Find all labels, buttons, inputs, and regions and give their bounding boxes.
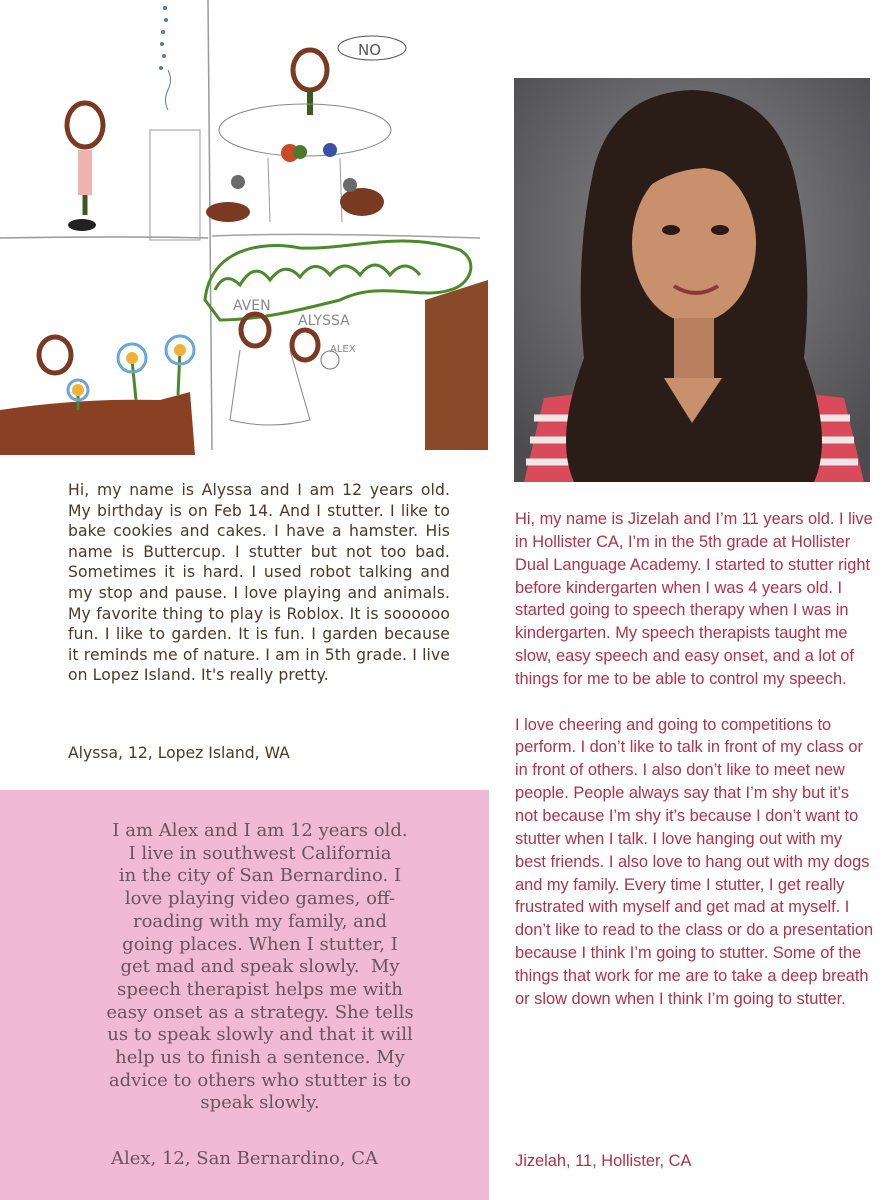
alex-line: advice to others who stutter is to — [108, 1069, 412, 1091]
jizelah-paragraph-2: I love cheering and going to competitions to perform. I don’t like to talk in front of my class or in front of others. I also don’t like to meet new people. People always say that I’m shy but it’s not because I’m shy it’s because I don’t want to stutter when I talk. I love hanging out with my best friends. I also love to hang out with my dogs and my family. Every time I stutter, I get really frustrated with myself and get mad at myself. I don’t like to read to the class or do a presentation because I think I’m going to stutter. Some of the things that work for me are to take a deep breath or slow down when I think I’m going to stutter. — [515, 715, 874, 1008]
alex-signature: Alex, 12, San Bernardino, CA — [110, 1148, 379, 1169]
alex-line: speech therapist helps me with — [117, 978, 403, 1000]
alex-line: going places. When I stutter, I — [122, 933, 398, 955]
alex-line: love playing video games, off- — [124, 888, 396, 910]
alex-line: in the city of San Bernardino. I — [118, 865, 402, 887]
alyssa-paragraph: Hi, my name is Alyssa and I am 12 years old. My birthday is on Feb 14. And I stutter. I like to bake cookies and cakes. I have a hamster. His name is Buttercup. I stutter but not too bad. Sometimes it is hard. I used robot talking and my stop and pause. I love playing and animals. My favorite thing to play is Roblox. It is soooooo fun. I like to garden. It is fun. I garden because it reminds me of nature. I am in 5th grade. I live on Lopez Island. It's really pretty. — [68, 481, 450, 685]
child-drawing — [0, 0, 490, 456]
alex-line: speak slowly. — [200, 1092, 320, 1114]
jizelah-story — [515, 508, 875, 1011]
alex-line: help us to finish a sentence. My — [115, 1047, 405, 1069]
alex-line: roading with my family, and — [132, 910, 387, 932]
alex-line: I am Alex and I am 12 years old. — [112, 820, 408, 841]
alex-line: us to speak slowly and that it will — [107, 1024, 413, 1046]
alex-story-box — [0, 790, 489, 1200]
portrait-illustration — [514, 78, 870, 482]
alex-line: easy onset as a strategy. She tells — [106, 1001, 414, 1023]
drawing-label-alex: ALEX — [330, 344, 356, 355]
alex-paragraph — [64, 820, 456, 1115]
jizelah-signature: Jizelah, 11, Hollister, CA — [515, 1152, 692, 1170]
speech-bubble-text: NO — [358, 41, 382, 59]
alyssa-signature: Alyssa, 12, Lopez Island, WA — [68, 744, 290, 762]
alex-line: I live in southwest California — [128, 842, 392, 864]
alex-line: get mad and speak slowly. My — [120, 956, 400, 978]
drawing-label-aven: AVEN — [233, 298, 271, 314]
portrait-photo — [514, 78, 870, 482]
drawing-illustration — [0, 0, 490, 456]
jizelah-paragraph-1: Hi, my name is Jizelah and I’m 11 years old. I live in Hollister CA, I’m in the 5th grade at Hollister Dual Language Academy. I started to stutter right before kindergarten when I was 4 years old. I started going to speech therapy when I was in kindergarten. My speech therapists taught me slow, easy speech and easy onset, and a lot of things for me to be able to control my speech. — [515, 510, 873, 688]
drawing-label-alyssa: ALYSSA — [298, 313, 350, 329]
